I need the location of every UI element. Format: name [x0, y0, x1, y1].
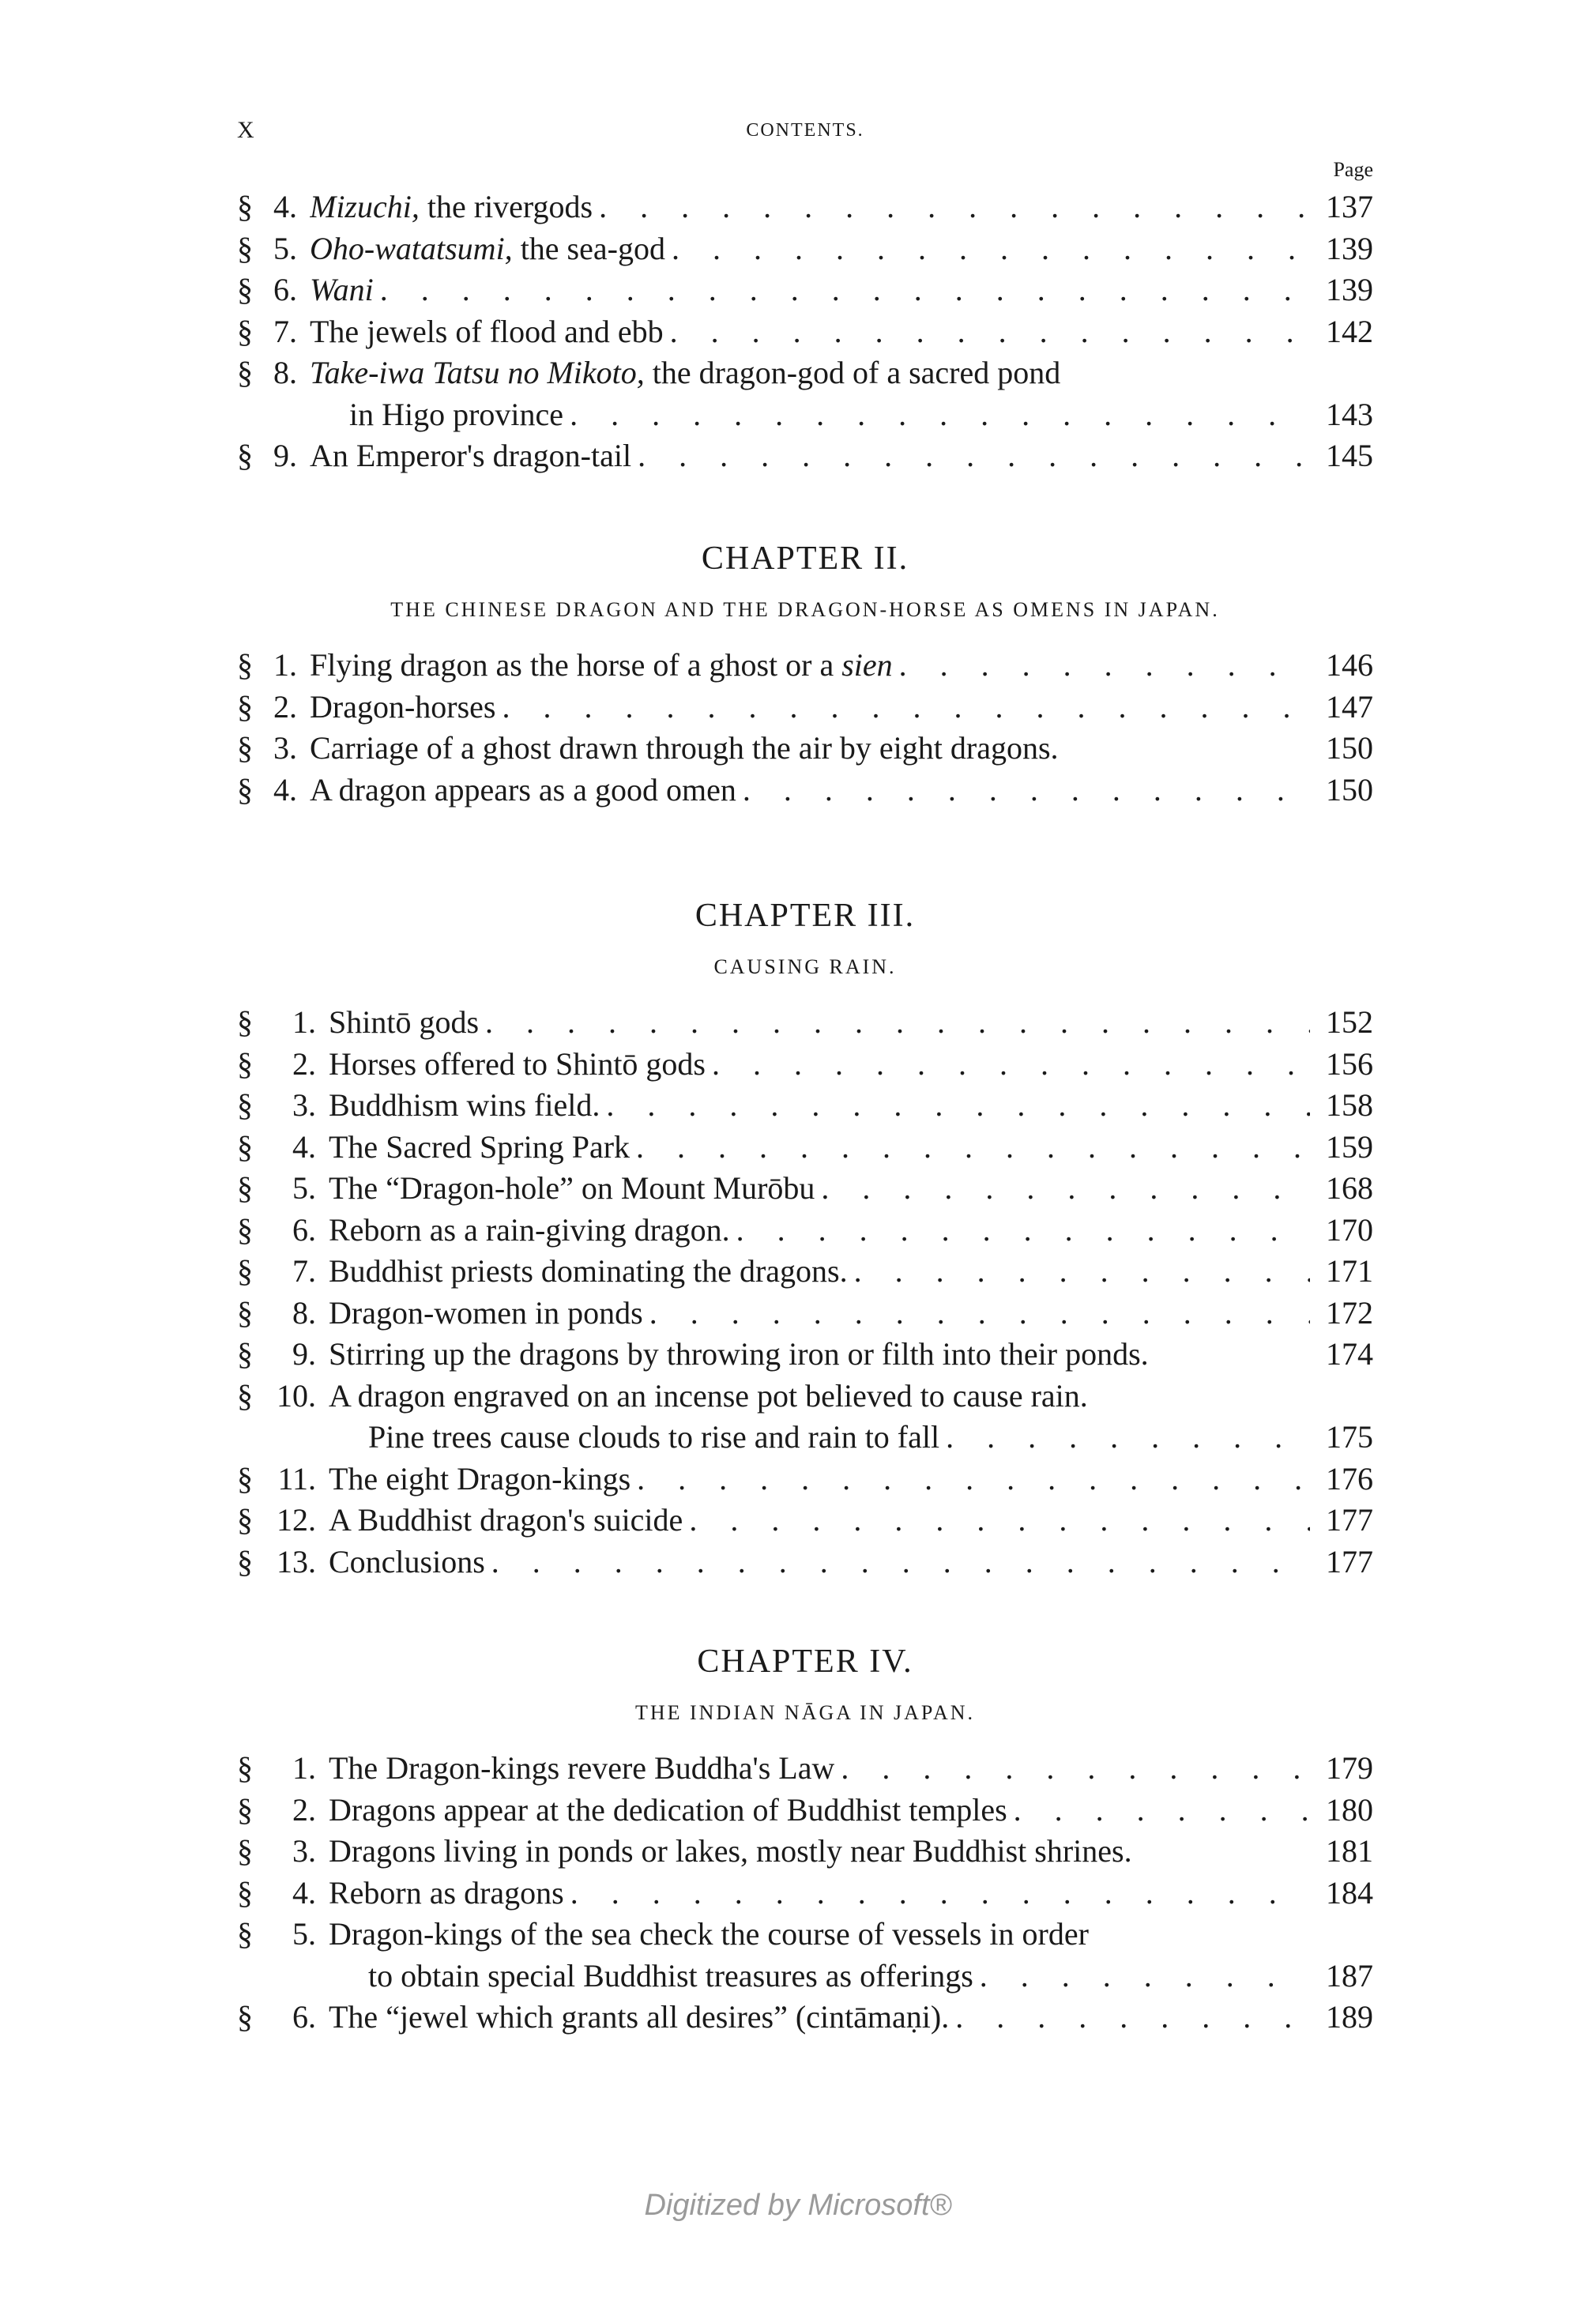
- entry-title: Mizuchi, the rivergods: [310, 189, 593, 224]
- dot-leader: [946, 1417, 1310, 1459]
- toc-entry: [237, 687, 1373, 729]
- dot-leader: [1014, 1790, 1310, 1832]
- entry-page: 150: [1326, 771, 1373, 808]
- entry-page: 156: [1326, 1045, 1373, 1082]
- section-mark: §: [237, 1004, 253, 1040]
- entry-page: 145: [1326, 438, 1373, 473]
- entry-page: 171: [1326, 1253, 1373, 1289]
- dot-leader: [672, 228, 1310, 270]
- toc-block-chapter-1-cont: [237, 186, 1373, 477]
- toc-entry: [237, 1790, 1373, 1832]
- toc-entry: [237, 1376, 1373, 1418]
- dot-leader: [380, 269, 1310, 311]
- entry-number: 10.: [277, 1377, 316, 1414]
- toc-entry: [237, 228, 1373, 270]
- toc-block-chapter-4: [237, 1634, 1373, 2039]
- dot-leader: [736, 1210, 1310, 1252]
- entry-number: 7.: [273, 313, 297, 349]
- section-mark: §: [237, 1336, 253, 1372]
- section-mark: §: [237, 1294, 253, 1331]
- dot-leader: [485, 1002, 1310, 1044]
- entry-number: 1.: [292, 1004, 316, 1040]
- section-mark: §: [237, 313, 253, 349]
- entry-number: 7.: [292, 1253, 316, 1289]
- entry-page: 159: [1326, 1128, 1373, 1165]
- entry-title-cont: in Higo province: [349, 396, 564, 432]
- entry-page: 143: [1326, 396, 1373, 432]
- page-column-label: Page: [1333, 158, 1373, 181]
- section-mark: §: [237, 1874, 253, 1911]
- entry-number: 4.: [292, 1874, 316, 1911]
- section-mark: §: [237, 647, 253, 683]
- toc-entry: [237, 1210, 1373, 1252]
- chapter-title: CHAPTER IV.: [697, 1643, 913, 1680]
- entry-number: 12.: [277, 1502, 316, 1538]
- dot-leader: [503, 687, 1311, 729]
- toc-entry: [237, 1748, 1373, 1790]
- entry-page: 139: [1326, 230, 1373, 266]
- toc-block-chapter-2: [237, 531, 1373, 811]
- entry-page: 180: [1326, 1791, 1373, 1828]
- entry-number: 5.: [292, 1916, 316, 1952]
- entry-page: 142: [1326, 313, 1373, 349]
- entry-title-cont: to obtain special Buddhist treasures as offerings: [368, 1957, 973, 1994]
- chapter-subtitle: THE CHINESE DRAGON AND THE DRAGON-HORSE AS OMENS IN JAPAN.: [390, 598, 1220, 621]
- toc-entry: [237, 1293, 1373, 1335]
- entry-title: The “jewel which grants all desires” (cintāmaṇi).: [329, 1999, 950, 2035]
- toc-entry: [237, 1085, 1373, 1127]
- entry-page: 181: [1326, 1833, 1373, 1869]
- toc-entry: [237, 1831, 1373, 1873]
- dot-leader: [712, 1044, 1310, 1086]
- entry-page: 170: [1326, 1211, 1373, 1248]
- running-header: [237, 117, 1373, 149]
- entry-number: 1.: [292, 1750, 316, 1786]
- entry-title: Buddhist priests dominating the dragons.: [329, 1253, 848, 1289]
- entry-page: 158: [1326, 1087, 1373, 1123]
- entry-number: 6.: [292, 1999, 316, 2035]
- entry-title: Dragon-horses: [310, 688, 496, 725]
- entry-number: 9.: [273, 438, 297, 473]
- dot-leader: [636, 1127, 1310, 1169]
- entry-title: Take-iwa Tatsu no Mikoto, the dragon-god of a sacred pond: [310, 355, 1061, 390]
- toc-entry: [237, 1914, 1373, 1956]
- section-mark: §: [237, 230, 253, 266]
- section-mark: §: [237, 438, 253, 473]
- toc-entry: [237, 1251, 1373, 1293]
- toc-entry: [237, 352, 1373, 394]
- dot-leader: [649, 1293, 1310, 1335]
- entry-number: 8.: [292, 1294, 316, 1331]
- section-mark: §: [237, 272, 253, 307]
- entry-title: Dragon-women in ponds: [329, 1294, 643, 1331]
- entry-number: 4.: [292, 1128, 316, 1165]
- toc-entry-continuation: [237, 394, 1373, 436]
- toc-entry: [237, 1334, 1373, 1376]
- dot-leader: [670, 311, 1310, 353]
- running-title: CONTENTS.: [746, 120, 864, 141]
- toc-entry: [237, 1997, 1373, 2039]
- entry-title: Shintō gods: [329, 1004, 480, 1040]
- section-mark: §: [237, 1211, 253, 1248]
- toc-entry: [237, 435, 1373, 477]
- toc-block-chapter-3: [237, 888, 1373, 1583]
- toc-entry: [237, 1044, 1373, 1086]
- entry-page: 176: [1326, 1460, 1373, 1497]
- section-mark: §: [237, 1791, 253, 1828]
- section-mark: §: [237, 1543, 253, 1579]
- dot-leader: [606, 1085, 1310, 1127]
- toc-entry: [237, 1168, 1373, 1210]
- entry-title: Dragons living in ponds or lakes, mostly near Buddhist shrines.: [329, 1833, 1132, 1869]
- entry-page: 177: [1326, 1543, 1373, 1579]
- toc-entry: [237, 1002, 1373, 1044]
- entry-number: 1.: [273, 647, 297, 683]
- section-mark: §: [237, 1045, 253, 1082]
- toc-entry-continuation: [237, 1956, 1373, 1997]
- entry-title: The eight Dragon-kings: [329, 1460, 631, 1497]
- dot-leader: [854, 1251, 1310, 1293]
- entry-page: 172: [1326, 1294, 1373, 1331]
- entry-page: 137: [1326, 189, 1373, 224]
- toc-entry: [237, 269, 1373, 311]
- entry-number: 9.: [292, 1336, 316, 1372]
- section-mark: §: [237, 1128, 253, 1165]
- entry-number: 13.: [277, 1543, 316, 1579]
- dot-leader: [980, 1956, 1310, 1997]
- entry-title: Carriage of a ghost drawn through the air by eight dragons.: [310, 730, 1059, 766]
- entry-title: Flying dragon as the horse of a ghost or a sien: [310, 647, 893, 683]
- entry-number: 8.: [273, 355, 297, 390]
- section-mark: §: [237, 1460, 253, 1497]
- entry-number: 2.: [292, 1791, 316, 1828]
- entry-number: 3.: [273, 730, 297, 766]
- chapter-title: CHAPTER III.: [694, 898, 916, 934]
- section-mark: §: [237, 1750, 253, 1786]
- entry-title: Reborn as a rain-giving dragon.: [329, 1211, 730, 1248]
- toc-entry: [237, 1127, 1373, 1169]
- dot-leader: [637, 1459, 1310, 1500]
- toc-entry-continuation: [237, 1417, 1373, 1459]
- entry-number: 5.: [273, 230, 297, 266]
- toc-entry: [237, 645, 1373, 687]
- entry-number: 2.: [292, 1045, 316, 1082]
- section-mark: §: [237, 355, 253, 390]
- dot-leader: [899, 645, 1310, 687]
- entry-title: Dragons appear at the dedication of Buddhist temples: [329, 1791, 1007, 1828]
- entry-number: 3.: [292, 1087, 316, 1123]
- section-mark: §: [237, 730, 253, 766]
- entry-title: Dragon-kings of the sea check the course of vessels in order: [329, 1916, 1089, 1952]
- entry-page: 139: [1326, 272, 1373, 307]
- entry-title: Buddhism wins field.: [329, 1087, 600, 1123]
- entry-page: 175: [1326, 1419, 1373, 1455]
- section-mark: §: [237, 1916, 253, 1952]
- digitization-watermark: Digitized by Microsoft®: [644, 2189, 952, 2222]
- entry-title: Reborn as dragons: [329, 1874, 564, 1911]
- toc-entry: [237, 1542, 1373, 1583]
- entry-title: Wani: [310, 272, 374, 307]
- entry-title: Oho-watatsumi, the sea-god: [310, 230, 665, 266]
- entry-number: 6.: [273, 272, 297, 307]
- toc-entry: [237, 311, 1373, 353]
- entry-title: Horses offered to Shintō gods: [329, 1045, 706, 1082]
- toc-entry: [237, 770, 1373, 811]
- entry-title: A Buddhist dragon's suicide: [329, 1502, 683, 1538]
- entry-title: Conclusions: [329, 1543, 485, 1579]
- entry-title: An Emperor's dragon-tail: [310, 438, 632, 473]
- entry-title: The Sacred Spring Park: [329, 1128, 630, 1165]
- dot-leader: [689, 1500, 1310, 1542]
- entry-number: 11.: [277, 1460, 316, 1497]
- entry-page: 146: [1326, 647, 1373, 683]
- entry-title: The “Dragon-hole” on Mount Murōbu: [329, 1170, 815, 1206]
- section-mark: §: [237, 1999, 253, 2035]
- entry-page: 152: [1326, 1004, 1373, 1040]
- entry-number: 2.: [273, 688, 297, 725]
- entry-title: A dragon engraved on an incense pot believed to cause rain.: [329, 1377, 1088, 1414]
- entry-title-cont: Pine trees cause clouds to rise and rain to fall: [368, 1419, 940, 1455]
- entry-number: 4.: [273, 771, 297, 808]
- entry-title: Stirring up the dragons by throwing iron or filth into their ponds.: [329, 1336, 1149, 1372]
- entry-page: 179: [1326, 1750, 1373, 1786]
- toc-entry: [237, 1459, 1373, 1500]
- entry-page: 187: [1326, 1957, 1373, 1994]
- section-mark: §: [237, 1087, 253, 1123]
- entry-title: The Dragon-kings revere Buddha's Law: [329, 1750, 835, 1786]
- entry-page: 150: [1326, 730, 1373, 766]
- entry-page: 168: [1326, 1170, 1373, 1206]
- chapter-subtitle: THE INDIAN NĀGA IN JAPAN.: [634, 1701, 976, 1724]
- entry-page: 177: [1326, 1502, 1373, 1538]
- section-mark: §: [237, 1170, 253, 1206]
- entry-title: The jewels of flood and ebb: [310, 313, 664, 349]
- section-mark: §: [237, 1833, 253, 1869]
- entry-number: 3.: [292, 1833, 316, 1869]
- section-mark: §: [237, 1502, 253, 1538]
- chapter-subtitle: CAUSING RAIN.: [713, 955, 897, 978]
- dot-leader: [638, 435, 1310, 477]
- entry-number: 5.: [292, 1170, 316, 1206]
- dot-leader: [841, 1748, 1310, 1790]
- dot-leader: [570, 394, 1310, 436]
- toc-entry: [237, 728, 1373, 770]
- dot-leader: [570, 1873, 1310, 1914]
- entry-number: 6.: [292, 1211, 316, 1248]
- section-mark: §: [237, 688, 253, 725]
- dot-leader: [821, 1168, 1310, 1210]
- section-mark: §: [237, 189, 253, 224]
- dot-leader: [955, 1997, 1310, 2039]
- dot-leader: [599, 186, 1310, 228]
- entry-page: 184: [1326, 1874, 1373, 1911]
- chapter-title: CHAPTER II.: [701, 540, 909, 577]
- dot-leader: [743, 770, 1310, 811]
- entry-title: A dragon appears as a good omen: [310, 771, 736, 808]
- entry-number: 4.: [273, 189, 297, 224]
- page-number: X: [237, 117, 255, 143]
- entry-page: 147: [1326, 688, 1373, 725]
- section-mark: §: [237, 771, 253, 808]
- toc-entry: [237, 1873, 1373, 1914]
- toc-entry: [237, 1500, 1373, 1542]
- dot-leader: [491, 1542, 1310, 1583]
- entry-page: 174: [1326, 1336, 1373, 1372]
- toc-entry: [237, 186, 1373, 228]
- section-mark: §: [237, 1253, 253, 1289]
- section-mark: §: [237, 1377, 253, 1414]
- entry-page: 189: [1326, 1999, 1373, 2035]
